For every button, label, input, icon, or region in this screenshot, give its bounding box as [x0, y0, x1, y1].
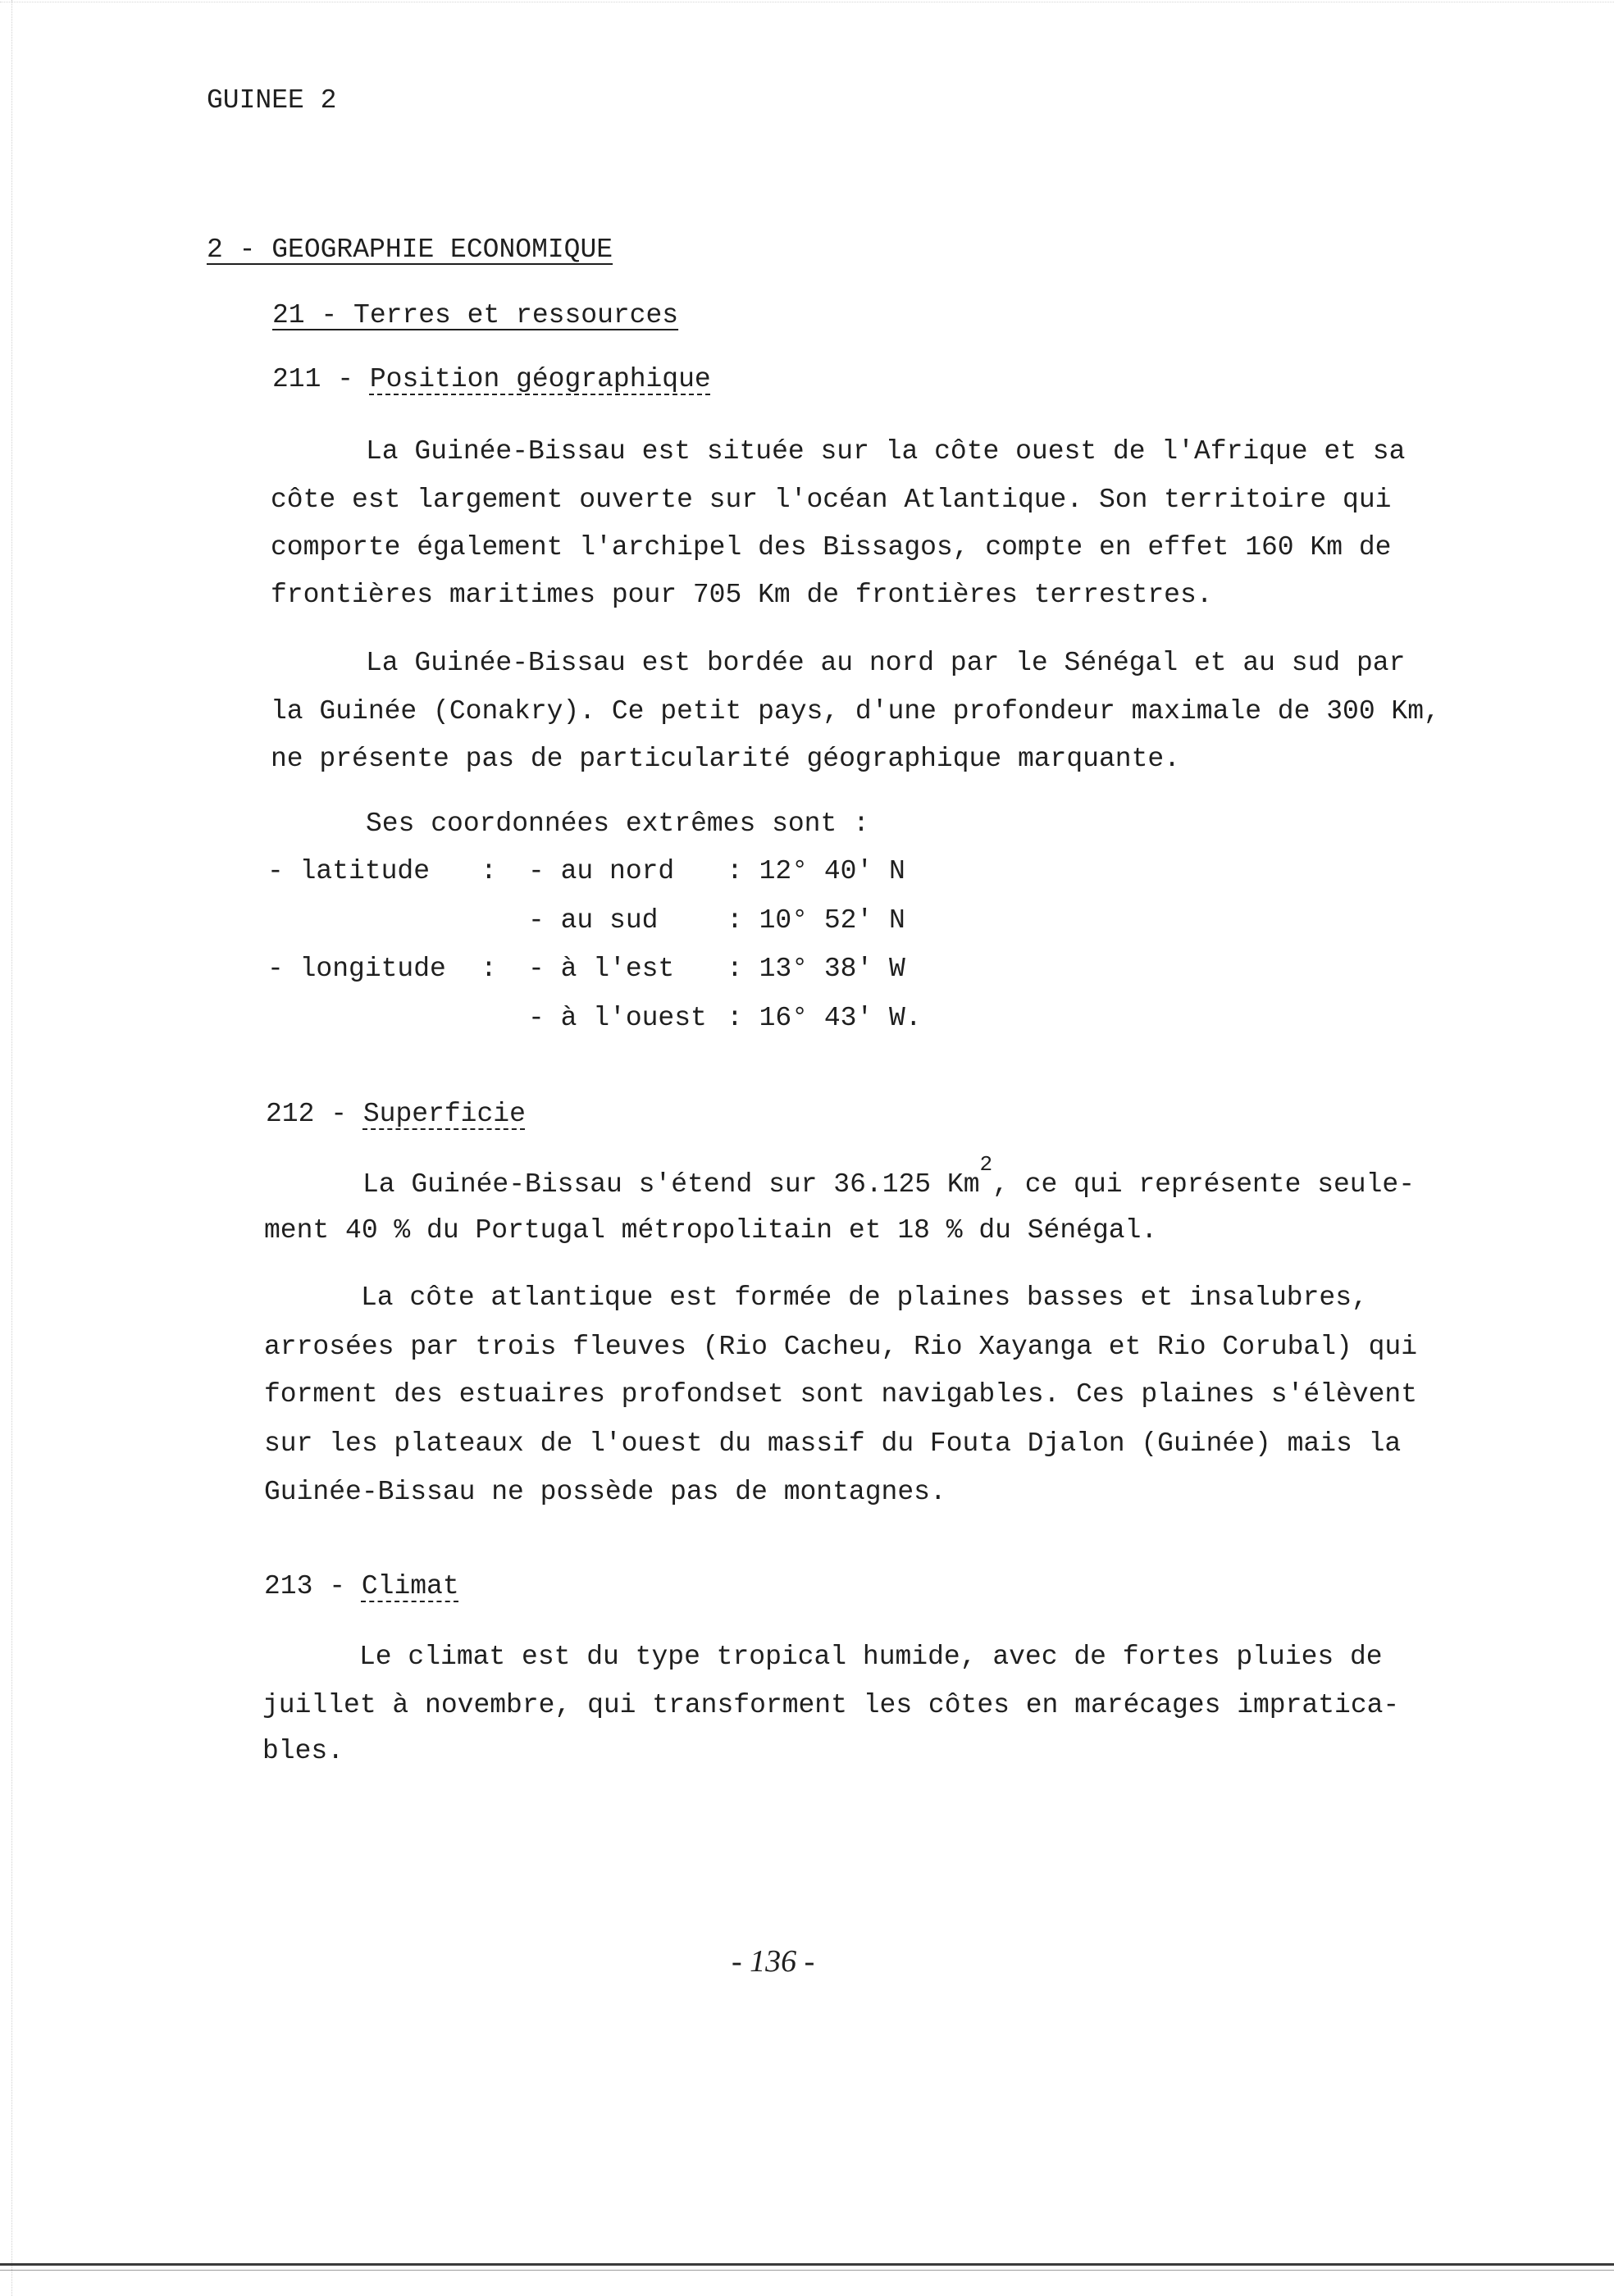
p212-2-line-1: La côte atlantique est formée de plaines basses et insalubres,: [361, 1282, 1368, 1313]
coords-direction: - au sud: [528, 905, 659, 936]
p211-1-line-4: frontières maritimes pour 705 Km de frontières terrestres.: [271, 580, 1213, 610]
p211-2-line-3: ne présente pas de particularité géographique marquante.: [271, 744, 1180, 774]
p212-2-line-3: forment des estuaires profondset sont navigables. Ces plaines s'élèvent: [264, 1379, 1418, 1410]
sub-heading: [272, 302, 678, 329]
p212-1-line-1: [362, 1152, 1416, 1200]
p212-1-superscript: 2: [979, 1152, 993, 1177]
coords-label: - latitude: [267, 856, 431, 886]
page-number: - 136 -: [732, 1944, 815, 1979]
section-heading-text: 2 - GEOGRAPHIE ECONOMIQUE: [207, 235, 613, 265]
p211-2-line-1: La Guinée-Bissau est bordée au nord par le Sénégal et au sud par: [366, 648, 1406, 678]
p211-2-line-2: la Guinée (Conakry). Ce petit pays, d'une profondeur maximale de 300 Km,: [271, 696, 1440, 727]
coords-sep: :: [481, 856, 497, 886]
section-heading: [207, 236, 613, 263]
coords-value: : 13° 38' W: [727, 954, 905, 984]
p212-1-text-b: , ce qui représente seule-: [992, 1169, 1416, 1200]
heading-211-num: 211 -: [272, 364, 354, 394]
p212-2-line-4: sur les plateaux de l'ouest du massif du Fouta Djalon (Guinée) mais la: [264, 1428, 1402, 1459]
p212-1-line-2: ment 40 % du Portugal métropolitain et 18 % du Sénégal.: [264, 1215, 1158, 1246]
p212-2-line-5: Guinée-Bissau ne possède pas de montagnes.: [264, 1477, 946, 1507]
heading-211: [272, 366, 711, 393]
heading-212: [266, 1100, 526, 1128]
p211-1-line-1: La Guinée-Bissau est située sur la côte ouest de l'Afrique et sa: [366, 436, 1406, 467]
coords-sep: :: [481, 954, 497, 984]
p212-1-text-a: La Guinée-Bissau s'étend sur 36.125 Km: [362, 1169, 980, 1200]
p213-1-line-3: bles.: [262, 1736, 344, 1766]
coords-direction: - au nord: [528, 856, 675, 886]
p213-1-line-1: Le climat est du type tropical humide, avec de fortes pluies de: [359, 1642, 1383, 1672]
coords-direction: - à l'est: [528, 954, 675, 984]
heading-212-num: 212 -: [266, 1099, 348, 1129]
p211-1-line-2: côte est largement ouverte sur l'océan Atlantique. Son territoire qui: [271, 485, 1392, 515]
p211-1-line-3: comporte également l'archipel des Bissagos, compte en effet 160 Km de: [271, 532, 1392, 563]
scan-edge-left: [11, 0, 12, 2296]
heading-213-num: 213 -: [264, 1571, 346, 1601]
coords-value: : 16° 43' W.: [727, 1003, 922, 1033]
p212-2-line-2: arrosées par trois fleuves (Rio Cacheu, Rio Xayanga et Rio Corubal) qui: [264, 1332, 1418, 1362]
bottom-rule-thin: [0, 2270, 1614, 2271]
heading-213: [264, 1573, 459, 1600]
coords-direction: - à l'ouest: [528, 1003, 707, 1033]
p213-1-line-2: juillet à novembre, qui transforment les côtes en marécages impratica-: [262, 1690, 1400, 1720]
coords-label: - longitude: [267, 954, 446, 984]
heading-212-title: Superficie: [362, 1099, 526, 1129]
sub-heading-text: 21 - Terres et ressources: [272, 300, 679, 330]
bottom-rule: [0, 2263, 1614, 2266]
running-title: GUINEE 2: [207, 85, 337, 116]
heading-213-title: Climat: [361, 1571, 459, 1601]
heading-211-title: Position géographique: [369, 364, 711, 394]
coords-intro: Ses coordonnées extrêmes sont :: [366, 809, 869, 839]
coords-value: : 12° 40' N: [727, 856, 905, 886]
coords-value: : 10° 52' N: [727, 905, 905, 936]
